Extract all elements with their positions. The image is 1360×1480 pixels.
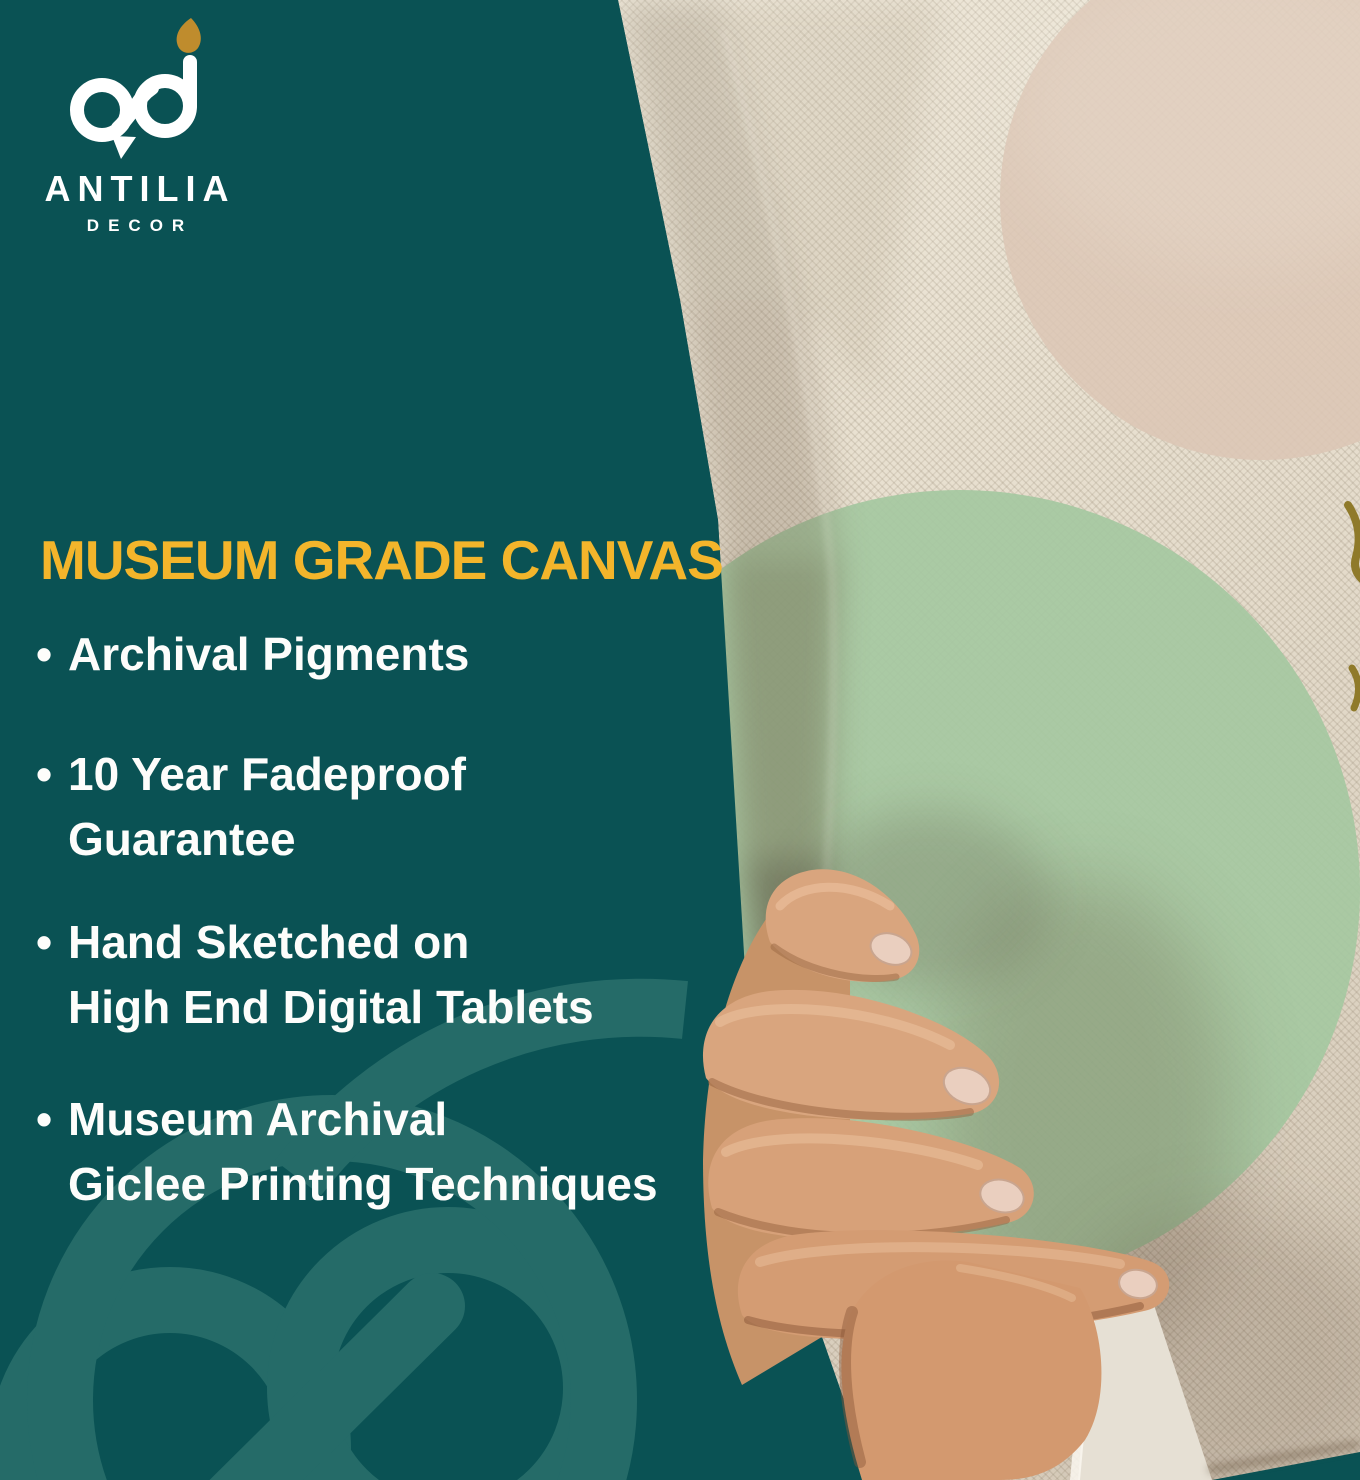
bullet-dot: •	[36, 916, 53, 968]
benefit-text: Giclee Printing Techniques	[68, 1158, 658, 1210]
benefit-item	[36, 622, 658, 687]
brand-subtitle: DECOR	[86, 216, 194, 235]
benefit-item	[36, 742, 658, 872]
benefit-item	[36, 1087, 658, 1217]
benefit-text: Hand Sketched on	[68, 916, 470, 968]
benefit-text: Archival Pigments	[68, 628, 470, 680]
benefit-item	[36, 910, 658, 1040]
benefit-text: Guarantee	[68, 813, 296, 865]
bullet-dot: •	[36, 1093, 53, 1145]
benefit-text: Museum Archival	[68, 1093, 448, 1145]
benefits-list	[36, 622, 658, 1217]
benefit-text: High End Digital Tablets	[68, 981, 594, 1033]
brand-name: ANTILIA	[44, 168, 236, 209]
benefit-text: 10 Year Fadeproof	[68, 748, 466, 800]
bullet-dot: •	[36, 628, 53, 680]
page-title: MUSEUM GRADE CANVAS	[40, 529, 723, 591]
bullet-dot: •	[36, 748, 53, 800]
